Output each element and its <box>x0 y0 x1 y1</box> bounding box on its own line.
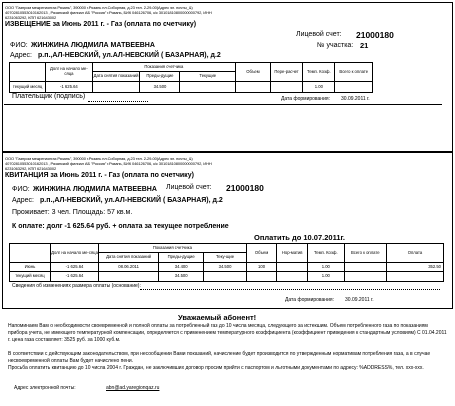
payer-signature-label: Плательщик (подпись) <box>12 93 86 100</box>
col-recalc-header: Пере-расчет <box>270 63 302 82</box>
col-debt-header: Долг на начало ме-сяца <box>46 63 93 82</box>
footer-heading: Уважаемый абонент! <box>178 313 257 322</box>
receipt-address-label: Адрес: <box>12 197 34 204</box>
row-date: 08.06.2011 <box>99 263 159 272</box>
row-previous: 34.500 <box>140 82 180 93</box>
col-readings-header: Показания счетчика <box>99 244 247 253</box>
row-temp: 1.00 <box>308 272 345 282</box>
receipt-residents: Проживает: 3 чел. Площадь: 57 кв.м. <box>12 209 133 216</box>
org-line-3: 6231063292, КПП 621643002 <box>5 166 57 171</box>
footer-paragraph-1: Напоминаем Вам о необходимости своевременной и полной оплаты за потребленный газ до 10 числа месяца, следующего за истекшим. Объем потребленного газа по показаниям прибора учета, не имеющего температурной компенсации, определяется с применением температурного коэффициента (коэффициент приведения к стандартным условиям) С 01.04.2011 г. цена газа составляет: 3525 руб. за 1000 куб.м. <box>8 323 447 343</box>
footer-paragraph-3: Просьба оплатить квитанцию до 10 числа 2004 г. Граждан, не заключивших договор просим прийти с паспортом и льготными документами по адресу: %ADDRESS%, тел. ххх-ххх. <box>8 365 424 371</box>
receipt-fio-value: ЖИНЖИНА ЛЮДМИЛА МАТВЕЕВНА <box>33 186 157 193</box>
receipt-pay-by: Оплатить до 10.07.2011г. <box>254 233 345 242</box>
footer-paragraph-2: В соответствии с действующим законодательством, при несообщении Вами показаний, начисление будет производится по утвержденным нормативам потребления газа, а в случае несвоевременной оплаты Вам будет начислено пени. <box>8 351 431 364</box>
row-temp: 1.00 <box>303 82 335 93</box>
col-norm-header: Нор-матив <box>277 244 308 263</box>
col-removal-header: Дата снятия показаний <box>99 253 159 263</box>
notice-account-number: 21000180 <box>356 30 394 40</box>
col-previous-header: Преды-дущие <box>159 253 204 263</box>
col-temp-header: Темп. Коэф. <box>308 244 345 263</box>
row-temp: 1.00 <box>308 263 345 272</box>
notice-footer-line <box>4 104 442 105</box>
receipt-readings-table <box>9 243 444 282</box>
notice-address-value: р.п.,АЛ-НЕВСКИЙ, ул.АЛ-НЕВСКИЙ ( БАЗАРНАЯ), д.2 <box>38 52 221 59</box>
row-debt: -1 625.64 <box>50 272 98 282</box>
row-label: текущий месяц <box>10 82 46 93</box>
notice-area-value: 21 <box>360 41 369 50</box>
col-payment-header: Оплата <box>386 244 443 263</box>
receipt-account-number: 21000180 <box>226 183 264 193</box>
col-volume-header: Объем <box>246 244 277 263</box>
notice-fio-value: ЖИНЖИНА ЛЮДМИЛА МАТВЕЕВНА <box>31 42 155 49</box>
notice-address-label: Адрес: <box>10 52 32 59</box>
email-label: Адрес электронной почты: <box>14 385 76 391</box>
org-line-2: 40702810553010162013 , Рязанский филиал АБ "Россия" г.Рязань, БИК 046126706, к/с 30101810800000000792, ИНН <box>5 10 212 15</box>
row-previous: 34.400 <box>159 263 204 272</box>
row-label: текущий месяц <box>10 272 51 282</box>
col-readings-header: Показания счетчика <box>92 63 235 72</box>
notice-date-label: Дата формирования: <box>281 96 330 102</box>
notice-fio-label: ФИО: <box>10 42 28 49</box>
notice-title: ИЗВЕЩЕНИЕ за Июнь 2011 г. - Газ (оплата по счетчику) <box>5 21 197 28</box>
changes-line <box>140 289 440 290</box>
org-line-2: 40702810553010162013 , Рязанский филиал АБ "Россия" г.Рязань, БИК 046126706, к/с 30101810800000000792, ИНН <box>5 161 212 166</box>
receipt-account-label: Лицевой счет: <box>166 184 212 191</box>
receipt-date-label: Дата формирования: <box>285 297 334 303</box>
row-previous: 34.500 <box>159 272 204 282</box>
receipt-date-value: 30.09.2011 г. <box>345 297 374 303</box>
col-debt-header: Долг на начало ме-сяца <box>50 244 98 263</box>
col-current-header: Теку-щие <box>204 253 246 263</box>
receipt-to-pay: К оплате: долг -1 625.64 руб. + оплата за текущее потребление <box>12 223 229 230</box>
org-line-1: ООО "Газпром межрегионгаз Рязань", 390000 г.Рязань пл.Соборная, д.23 тел. 2-29-00(Адрес эл. почты_&) <box>5 5 193 10</box>
col-total-header: Всего к оплате <box>344 244 386 263</box>
row-debt: -1 625.64 <box>50 263 98 272</box>
org-line-3: 6231063292, КПП 621643002 <box>5 15 57 20</box>
email-link[interactable]: abn@ad.yaregionqaz.ru <box>106 385 160 391</box>
col-current-header: Текущие <box>180 72 236 82</box>
receipt-fio-label: ФИО: <box>12 186 30 193</box>
table-row <box>10 263 444 272</box>
row-payment: 352.50 <box>386 263 443 272</box>
col-previous-header: Преды-дущие <box>140 72 180 82</box>
col-total-header: Всего к оплате <box>335 63 373 82</box>
row-label: Июнь <box>10 263 51 272</box>
row-volume: 100 <box>246 263 277 272</box>
notice-date-value: 30.09.2011 г. <box>341 96 370 102</box>
receipt-changes-label: Сведения об изменениях размера оплаты (основание): <box>12 283 141 289</box>
row-debt: -1 625.64 <box>46 82 93 93</box>
receipt-address-value: р.п.,АЛ-НЕВСКИЙ, ул.АЛ-НЕВСКИЙ ( БАЗАРНАЯ), д.2 <box>40 197 223 204</box>
notice-readings-table <box>9 62 373 93</box>
table-row <box>10 272 444 282</box>
row-current: 34.500 <box>204 263 246 272</box>
notice-area-label: № участка: <box>317 42 354 49</box>
receipt-title: КВИТАНЦИЯ за Июнь 2011 г. - Газ (оплата по счетчику) <box>5 172 194 179</box>
col-temp-header: Темп. Коэф. <box>303 63 335 82</box>
col-volume-header: Объем <box>236 63 271 82</box>
notice-account-label: Лицевой счет: <box>296 31 342 38</box>
signature-line <box>88 101 148 102</box>
org-line-1: ООО "Газпром межрегионгаз Рязань", 390000 г.Рязань пл.Соборная, д.23 тел. 2-29-00(Адрес эл. почты_&) <box>5 156 193 161</box>
col-removal-header: Дата снятия показаний <box>92 72 140 82</box>
table-row <box>10 82 373 93</box>
